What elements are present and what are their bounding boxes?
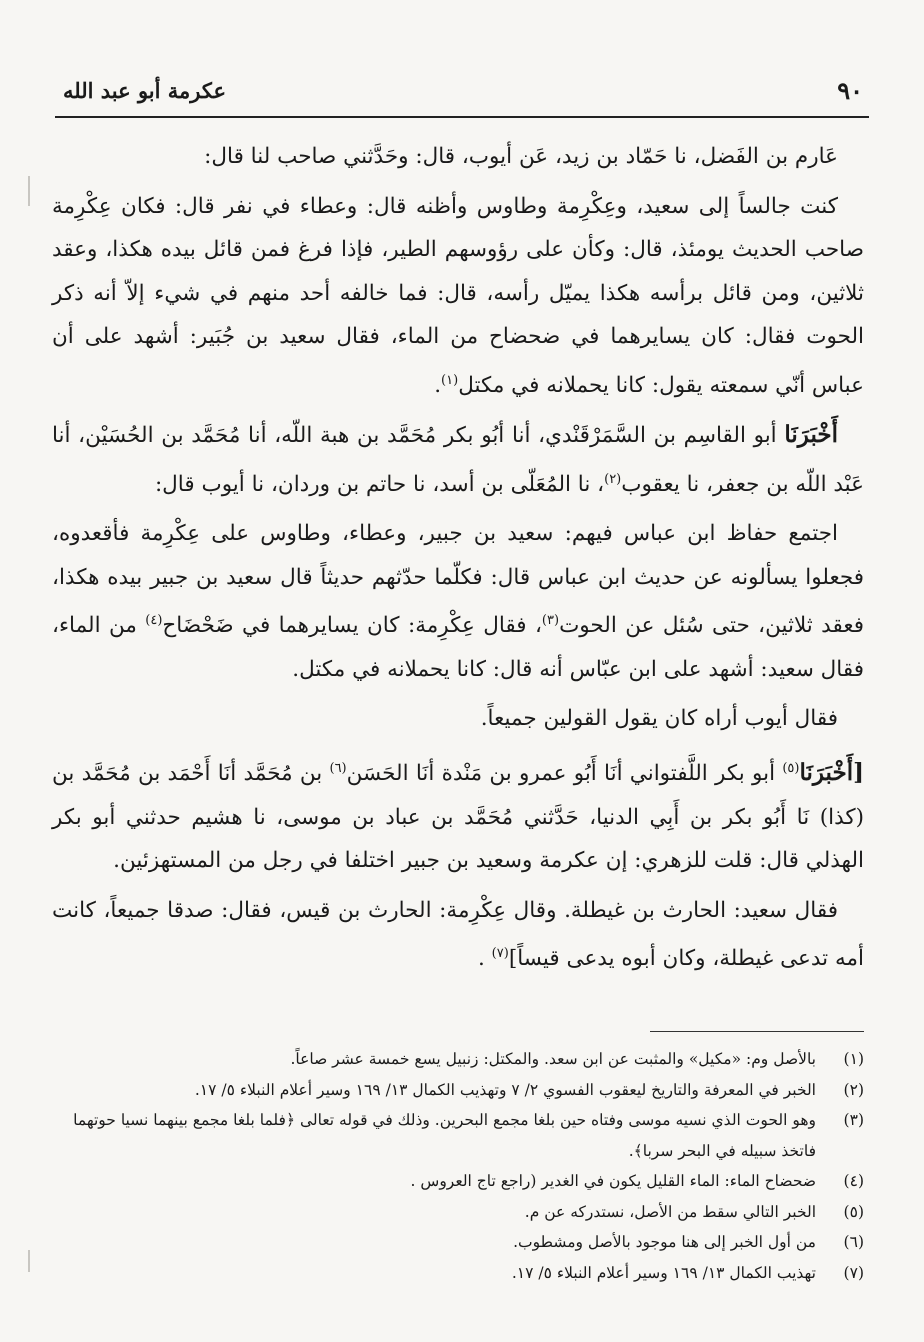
akhbarana-keyword: [أَخْبَرَنَا (799, 759, 864, 787)
paragraph-text: من الماء، فقال سعيد: أشهد على ابن عبّاس أنه قال: كانا يحملانه في مكتل. (52, 613, 864, 682)
footnote-text: تهذيب الكمال ١٣/ ١٦٩ وسير أعلام النبلاء ٥/ ١٧. (511, 1263, 816, 1282)
footnote-number: (١) (843, 1050, 864, 1068)
paragraph (52, 512, 864, 691)
isnad-paragraph (52, 413, 864, 506)
footnote (60, 1044, 864, 1075)
footnote-text: وهو الحوت الذي نسيه موسى وفتاه حين بلغا مجمع البحرين. وذلك في قوله تعالى ﴿فلما بلغا مجمع بينهما نسيا حوتهما فاتخذ سبيله في البحر سربا﴾. (73, 1111, 816, 1160)
paragraph-text: أبو بكر اللَّفتواني أنَا أَبُو عمرو بن مَنْدة أنَا الحَسَن (346, 761, 776, 787)
footnotes (60, 1044, 864, 1288)
footnote-ref: (٧) (491, 946, 509, 962)
footnote-number: (٥) (843, 1202, 864, 1221)
punctuation: . (434, 372, 442, 398)
paragraph-text: أبو القاسِم بن السَّمَرْقَنْدي، أنا أبُو بكر مُحَمَّد بن هبة اللّه، أنا مُحَمَّد بن الحُسَيْن، أنا عَبْد اللّه بن جعفر، نا يعقوب (52, 423, 864, 497)
page-header (55, 72, 869, 118)
paragraph-text: فقال أيوب أراه كان يقول القولين جميعاً. (480, 706, 838, 732)
paragraph (52, 185, 864, 408)
footnote-number: (٣) (843, 1111, 864, 1129)
footnote-ref: (٣) (541, 613, 560, 629)
paragraph-text: عَارم بن الفَضل، نا حَمّاد بن زيد، عَن أيوب، قال: وحَدَّثني صاحب لنا قال: (204, 144, 838, 169)
footnote (60, 1166, 864, 1197)
paragraph-text: ، فقال عِكْرِمة: كان يسايرهما في ضَحْضَاح (162, 613, 542, 639)
paragraph (52, 889, 864, 981)
footnote (60, 1258, 864, 1289)
paragraph-text: اجتمع حفاظ ابن عباس فيهم: سعيد بن جبير، وعطاء، وطاوس على عِكْرِمة فأقعدوه، فجعلوا يسألونه عن حديث ابن عباس قال: فكلّما حدّثهم حديثاً قال سعيد بن جبير بيده هكذا، فعقد ثلاثين، حتى سُئل عن الحوت (52, 521, 864, 639)
punctuation: . (478, 946, 492, 972)
footnote-number: (٢) (843, 1080, 864, 1099)
paragraph-text: كنت جالساً إلى سعيد، وعِكْرِمة وطاوس وأظنه قال: وعطاء في نفر قال: فكان عِكْرِمة صاحب الحديث يومئذ، قال: وكأن على رؤوسهم الطير، فإذا فرغ فمن قائل بيده هكذا، وعقد ثلاثين، ومن قائل برأسه هكذا يميّل رأسه، قال: فما خالفه أحد منهم في شيء إلاّ أنه ذكر الحوت فقال: كان يسايرهما في ضحضاح من الماء، فقال سعيد بن جُبَير: أشهد على أن عباس أنّي سمعته يقول: كانا يحملانه في مكتل (52, 193, 864, 398)
scan-margin-mark (28, 1250, 30, 1272)
footnote (60, 1105, 864, 1166)
footnote-text: بالأصل وم: «مكيل» والمثبت عن ابن سعد. والمكتل: زنبيل يسع خمسة عشر صاعاً. (290, 1050, 816, 1068)
main-text (52, 135, 864, 987)
isnad-paragraph (52, 747, 864, 883)
footnote-text: الخبر في المعرفة والتاريخ ليعقوب الفسوي ٢/ ٧ وتهذيب الكمال ١٣/ ١٦٩ وسير أعلام النبلاء ٥/ ١٧. (194, 1080, 816, 1099)
footnote-ref: (٢) (604, 471, 622, 487)
footnote (60, 1197, 864, 1228)
akhbarana-keyword: أَخْبَرَنَا (784, 421, 838, 449)
footnote (60, 1227, 864, 1258)
footnote-text: من أول الخبر إلى هنا موجود بالأصل ومشطوب. (513, 1233, 816, 1251)
paragraph-text: فقال سعيد: الحارث بن غيطلة. وقال عِكْرِمة: الحارث بن قيس، فقال: صدقا جميعاً، كانت أمه تدعى غيطلة، وكان أبوه يدعى قيساً] (52, 897, 864, 972)
footnote-ref: (٦) (329, 760, 347, 776)
footnote-ref: (٥) (782, 760, 800, 776)
paragraph-text: ، نا المُعَلّى بن أسد، نا حاتم بن وردان، نا أيوب قال: (154, 471, 605, 497)
footnote-text: الخبر التالي سقط من الأصل، نستدركه عن م. (524, 1202, 816, 1221)
footnote-ref: (١) (441, 372, 459, 388)
footnote-number: (٤) (843, 1172, 864, 1190)
running-title: عكرمة أبو عبد الله (63, 78, 227, 103)
paragraph (52, 135, 864, 179)
paragraph (52, 697, 864, 741)
paragraph-text: بن مُحَمَّد أنَا أَحْمَد بن مُحَمَّد بن (كذا) نَا أَبُو بكر بن أَبِي الدنيا، حَدَّثني مُحَمَّد بن عباد بن موسى، نا هشيم حدثني أبو بكر الهذلي قال: قلت للزهري: إن عكرمة وسعيد بن جبير اختلفا في رجل من المستهزئين. (52, 761, 864, 874)
scan-margin-mark (28, 176, 30, 206)
footnote-number: (٧) (843, 1263, 864, 1282)
page-number: ٩٠ (837, 76, 863, 105)
footnote-text: ضحضاح الماء: الماء القليل يكون في الغدير (راجع تاج العروس . (410, 1172, 816, 1190)
footnote-number: (٦) (843, 1233, 864, 1251)
footnote-separator (650, 1031, 864, 1032)
footnote-ref: (٤) (145, 613, 163, 629)
footnote (60, 1075, 864, 1106)
